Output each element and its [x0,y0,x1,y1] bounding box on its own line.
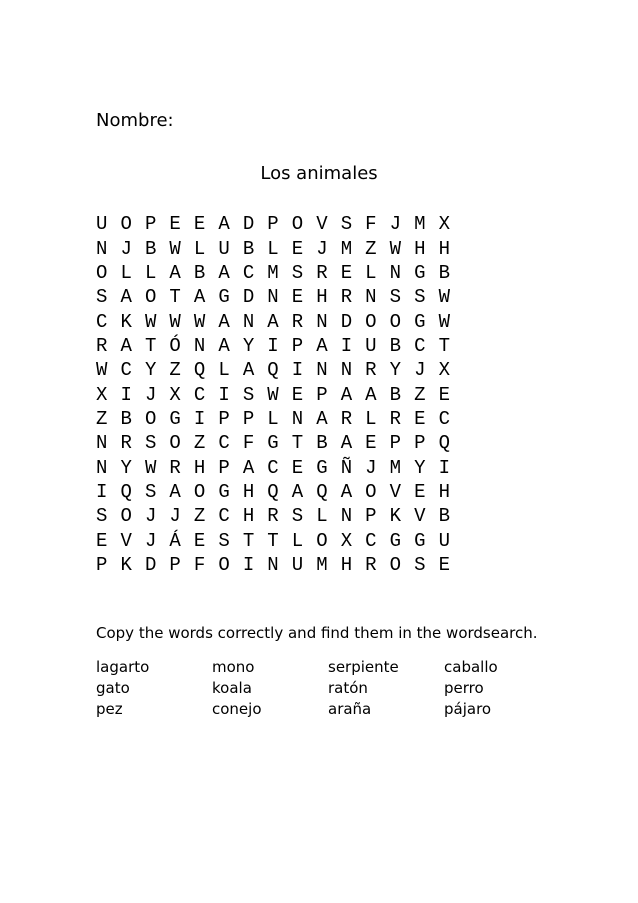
grid-cell: P [267,213,279,236]
grid-cell: G [389,529,402,552]
grid-cell: C [120,359,132,382]
grid-cell: B [389,383,402,406]
grid-cell: F [193,553,206,576]
grid-cell: O [120,505,132,528]
grid-cell: Q [267,480,279,503]
grid-cell: P [389,432,402,455]
grid-cell: P [169,553,181,576]
grid-cell: T [291,432,304,455]
grid-cell: N [291,407,304,430]
grid-cell: Ó [169,334,181,357]
grid-cell: A [218,334,230,357]
grid-cell: A [242,359,255,382]
grid-cell: I [438,456,450,479]
grid-cell: O [144,286,157,309]
grid-cell: A [340,383,353,406]
grid-cell: G [169,407,181,430]
grid-cell: E [291,237,304,260]
grid-cell: R [340,407,353,430]
grid-cell: W [438,310,450,333]
grid-cell: L [218,359,230,382]
grid-cell: C [96,310,108,333]
grid-cell: Y [242,334,255,357]
grid-cell: I [291,359,304,382]
grid-cell: I [193,407,206,430]
name-label: Nombre: [96,110,174,131]
grid-cell: Á [169,529,181,552]
grid-cell: L [144,261,157,284]
grid-cell: J [144,529,157,552]
grid-cell: M [316,553,328,576]
grid-cell: W [193,310,206,333]
grid-cell: O [169,432,181,455]
grid-cell: A [242,456,255,479]
grid-cell: W [144,456,157,479]
grid-cell: J [144,383,157,406]
grid-cell: N [316,310,328,333]
word-list-item: perro [444,679,484,697]
grid-cell: U [365,334,377,357]
grid-cell: X [438,359,450,382]
grid-cell: W [267,383,279,406]
grid-cell: T [169,286,181,309]
grid-cell: H [242,480,255,503]
grid-cell: V [120,529,132,552]
grid-cell: X [96,383,108,406]
grid-cell: Q [438,432,450,455]
grid-row [96,358,496,382]
grid-cell: H [438,480,450,503]
grid-cell: T [242,529,255,552]
grid-cell: I [120,383,132,406]
grid-cell: I [218,383,230,406]
grid-cell: S [291,505,304,528]
grid-cell: S [96,286,108,309]
grid-cell: R [365,359,377,382]
grid-cell: L [365,261,377,284]
grid-cell: O [389,310,402,333]
grid-cell: A [218,261,230,284]
grid-cell: N [242,310,255,333]
grid-cell: D [242,213,255,236]
word-list-item: mono [212,658,255,676]
grid-cell: C [193,383,206,406]
grid-cell: H [438,237,450,260]
grid-cell: J [365,456,377,479]
grid-cell: W [96,359,108,382]
grid-cell: R [267,505,279,528]
page-title [0,163,638,185]
word-list-item: pez [96,700,123,718]
grid-cell: S [144,480,157,503]
word-list [96,657,556,720]
grid-cell: R [365,553,377,576]
grid-cell: O [120,213,132,236]
word-list-item: gato [96,679,130,697]
grid-cell: O [389,553,402,576]
grid-cell: N [96,432,108,455]
grid-cell: Z [365,237,377,260]
word-list-item: araña [328,700,372,718]
grid-cell: L [291,529,304,552]
grid-cell: T [144,334,157,357]
grid-cell: A [218,213,230,236]
grid-cell: D [144,553,157,576]
grid-cell: P [218,407,230,430]
grid-cell: J [389,213,402,236]
grid-cell: S [291,261,304,284]
grid-cell: E [438,383,450,406]
grid-cell: B [438,505,450,528]
word-list-item: pájaro [444,700,492,718]
grid-cell: W [438,286,450,309]
grid-cell: E [438,553,450,576]
grid-cell: A [169,261,181,284]
grid-cell: N [267,553,279,576]
grid-cell: R [120,432,132,455]
grid-cell: Z [414,383,426,406]
grid-cell: B [316,432,328,455]
grid-cell: N [340,505,353,528]
grid-cell: E [291,286,304,309]
grid-cell: E [96,529,108,552]
grid-cell: E [193,213,206,236]
grid-cell: Y [389,359,402,382]
grid-cell: O [96,261,108,284]
grid-cell: W [144,310,157,333]
grid-row [96,480,496,504]
grid-cell: G [414,261,426,284]
grid-cell: J [169,505,181,528]
grid-cell: U [218,237,230,260]
grid-cell: E [291,456,304,479]
grid-cell: R [96,334,108,357]
grid-cell: P [144,213,157,236]
word-list-item: koala [212,679,252,697]
grid-cell: N [389,261,402,284]
grid-cell: Z [193,432,206,455]
grid-cell: H [193,456,206,479]
grid-row [96,553,496,577]
grid-row [96,261,496,285]
grid-cell: C [438,407,450,430]
grid-cell: A [120,286,132,309]
grid-cell: J [316,237,328,260]
grid-cell: E [340,261,353,284]
grid-cell: V [414,505,426,528]
grid-cell: C [242,261,255,284]
grid-row [96,212,496,236]
grid-cell: A [291,480,304,503]
grid-cell: H [242,505,255,528]
grid-cell: E [193,529,206,552]
grid-cell: S [242,383,255,406]
grid-cell: C [414,334,426,357]
grid-cell: Y [120,456,132,479]
grid-cell: Q [120,480,132,503]
grid-cell: Q [316,480,328,503]
grid-cell: T [438,334,450,357]
word-list-item: serpiente [328,658,399,676]
grid-cell: F [242,432,255,455]
grid-cell: S [218,529,230,552]
grid-cell: H [316,286,328,309]
grid-cell: E [414,407,426,430]
grid-cell: C [267,456,279,479]
grid-cell: Z [96,407,108,430]
grid-cell: R [340,286,353,309]
grid-cell: A [340,480,353,503]
grid-cell: Z [169,359,181,382]
word-list-item: lagarto [96,658,150,676]
grid-cell: Y [144,359,157,382]
grid-cell: A [169,480,181,503]
grid-cell: C [365,529,377,552]
grid-cell: P [291,334,304,357]
grid-cell: J [120,237,132,260]
grid-cell: P [242,407,255,430]
grid-cell: B [389,334,402,357]
grid-cell: L [316,505,328,528]
grid-row [96,334,496,358]
grid-cell: X [340,529,353,552]
grid-cell: G [218,286,230,309]
grid-row [96,285,496,309]
grid-cell: W [389,237,402,260]
grid-cell: H [340,553,353,576]
grid-cell: L [193,237,206,260]
grid-cell: P [218,456,230,479]
grid-cell: Z [193,505,206,528]
grid-cell: M [267,261,279,284]
grid-cell: S [414,553,426,576]
grid-cell: P [365,505,377,528]
grid-cell: A [193,286,206,309]
grid-cell: U [438,529,450,552]
grid-cell: X [438,213,450,236]
grid-cell: J [414,359,426,382]
grid-cell: S [340,213,353,236]
grid-cell: O [316,529,328,552]
grid-cell: S [144,432,157,455]
grid-cell: G [267,432,279,455]
grid-cell: B [242,237,255,260]
grid-cell: S [389,286,402,309]
grid-cell: R [291,310,304,333]
grid-cell: W [169,237,181,260]
grid-cell: O [218,553,230,576]
grid-cell: F [365,213,377,236]
grid-cell: Q [267,359,279,382]
grid-cell: S [414,286,426,309]
grid-cell: A [218,310,230,333]
grid-cell: N [193,334,206,357]
grid-cell: B [120,407,132,430]
grid-cell: P [316,383,328,406]
grid-cell: N [267,286,279,309]
grid-cell: N [316,359,328,382]
grid-cell: P [96,553,108,576]
grid-cell: B [144,237,157,260]
grid-row [96,407,496,431]
grid-cell: K [389,505,402,528]
word-list-item: conejo [212,700,262,718]
grid-cell: U [291,553,304,576]
grid-cell: O [365,310,377,333]
grid-cell: I [340,334,353,357]
grid-cell: C [218,505,230,528]
grid-cell: V [316,213,328,236]
grid-cell: M [414,213,426,236]
grid-cell: A [267,310,279,333]
grid-cell: A [316,334,328,357]
grid-cell: I [242,553,255,576]
grid-cell: T [267,529,279,552]
grid-cell: D [242,286,255,309]
grid-cell: L [365,407,377,430]
grid-cell: C [218,432,230,455]
grid-cell: N [340,359,353,382]
grid-cell: O [365,480,377,503]
grid-cell: O [193,480,206,503]
grid-row [96,455,496,479]
grid-cell: R [389,407,402,430]
grid-cell: O [144,407,157,430]
grid-cell: N [365,286,377,309]
grid-row [96,382,496,406]
wordsearch-grid [96,212,496,577]
grid-cell: Q [193,359,206,382]
grid-row [96,431,496,455]
grid-cell: G [414,310,426,333]
grid-cell: A [316,407,328,430]
grid-cell: E [414,480,426,503]
grid-cell: G [414,529,426,552]
grid-cell: V [389,480,402,503]
grid-cell: N [96,237,108,260]
grid-cell: S [96,505,108,528]
grid-cell: A [120,334,132,357]
grid-cell: B [438,261,450,284]
grid-cell: M [389,456,402,479]
grid-cell: G [316,456,328,479]
grid-cell: A [365,383,377,406]
grid-row [96,236,496,260]
grid-cell: Ñ [340,456,353,479]
grid-row [96,528,496,552]
grid-row [96,504,496,528]
word-list-item: caballo [444,658,498,676]
grid-cell: X [169,383,181,406]
grid-cell: O [291,213,304,236]
grid-row [96,309,496,333]
grid-cell: P [414,432,426,455]
grid-cell: R [316,261,328,284]
page-title-text: Los animales [260,163,378,184]
grid-cell: L [267,407,279,430]
grid-cell: L [267,237,279,260]
grid-cell: I [267,334,279,357]
grid-cell: M [340,237,353,260]
grid-cell: E [365,432,377,455]
grid-cell: G [218,480,230,503]
grid-cell: W [169,310,181,333]
grid-cell: K [120,553,132,576]
grid-cell: I [96,480,108,503]
grid-cell: L [120,261,132,284]
word-list-item: ratón [328,679,368,697]
grid-cell: J [144,505,157,528]
grid-cell: E [291,383,304,406]
grid-cell: B [193,261,206,284]
grid-cell: H [414,237,426,260]
grid-cell: E [169,213,181,236]
grid-cell: D [340,310,353,333]
grid-cell: R [169,456,181,479]
instructions: Copy the words correctly and find them in the wordsearch. [96,624,538,642]
grid-cell: A [340,432,353,455]
grid-cell: U [96,213,108,236]
grid-cell: K [120,310,132,333]
grid-cell: Y [414,456,426,479]
grid-cell: N [96,456,108,479]
